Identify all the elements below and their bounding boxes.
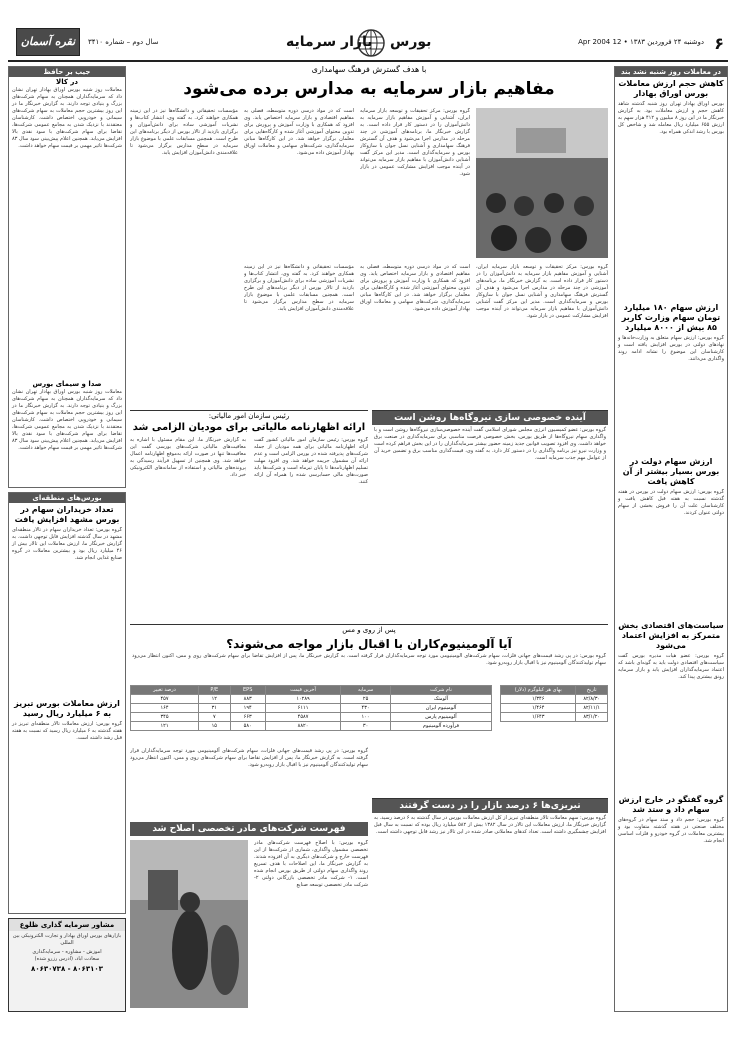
left-box-2-body: گروه بورس: تعداد خریداران سهام در تالار منطقه‌ای مشهد در سال گذشته افزایش قابل توجهی داشت. به گزارش خبرنگار ما، ارزش معاملات این تالار بیش از ۴۶ میلیارد ریال بود و بیشترین معاملات در گروه صنایع غذایی انجام شد. [12, 527, 122, 561]
ad-title: مشاور سرمایه گذاری ظلوع [9, 919, 125, 931]
parent-companies-body: گروه بورس: با اصلاح فهرست شرکت‌های مادر تخصصی مشمول واگذاری، شماری از شرکت‌ها از این فهرست خارج و شرکت‌های دیگری به آن افزوده شدند. به گزارش خبرنگار ما، این اصلاحات با هدف تسریع روند واگذاری سهام دولتی از طریق بورس انجام شده است. ۱- شرکت مادر تخصصی بازرگانی دولتی ۲- شرکت مادر تخصصی توسعه صنایع [254, 840, 368, 888]
right-body-2: گروه بورس: ارزش سهام متعلق به وزارت‌خانه‌ها و نهادهای دولتی در بورس افزایش یافته است و کارشناسان این موضوع را نشانه ادامه روند واگذاری می‌دانند. [618, 335, 724, 362]
table-cell: ۱۶۴ [131, 704, 199, 713]
date-line: دوشنبه ۲۴ فروردین ۱۳۸۳ • 12 Apr 2004 [578, 38, 704, 46]
table-cell: ۱۵ [199, 722, 231, 731]
right-headline-2: ارزش سهام ۱۸۰ میلیارد تومان سهام وزارت کاربر ۸۵ بیش از ۸۰۰۰ میلیارد [621, 303, 721, 332]
advertisement [8, 918, 126, 1012]
section-title: بورس [390, 34, 432, 50]
left-box-2-title: بورس‌های منطقه‌ای [9, 493, 125, 503]
table-cell: ۸۸۳ [230, 695, 265, 704]
table-row [501, 704, 608, 713]
table-cell: ۱۲ [199, 695, 231, 704]
main-story-body-f: مؤسسات تحقیقاتی و دانشگاه‌ها نیز در این زمینه همکاری خواهند کرد. به گفته وی، انتشار کتاب‌ها و نشریات آموزشی ساده برای دانش‌آموزان و برگزاری بازدید از تالار بورس از دیگر برنامه‌های این طرح است. همچنین مسابقات علمی با موضوع بازار سرمایه در سطح مدارس برگزار می‌شود تا علاقه‌مندی دانش‌آموزان افزایش یابد. [244, 264, 354, 312]
right-headline-1: کاهش حجم ارزش معاملات بورس اوراق بهادار [618, 79, 724, 98]
tabriz-story [372, 798, 608, 1011]
table-cell: ۱/۶۴۳ [501, 713, 576, 722]
table-header: EPS [230, 686, 265, 695]
main-story-body-b: است که در مواد درسی دوره متوسطه، فصلی به مفاهیم اقتصادی و بازار سرمایه اختصاص یابد. وی افزود که همکاری با وزارت آموزش و پرورش برای تدوین محتوای آموزشی آغاز شده و کارگاه‌هایی برای معلمان برگزار خواهد شد. در این کارگاه‌ها مبانی سرمایه‌گذاری، شرکت‌های سهامی و معاملات اوراق بهادار آموزش داده می‌شود. [244, 108, 354, 156]
table-cell: ۱۲۱ [131, 722, 199, 731]
table-header: نام شرکت [390, 686, 491, 695]
parent-companies-headline: فهرست شرکت‌های مادر تخصصی اصلاح شد [130, 822, 368, 836]
table-cell: آلومتک [390, 695, 491, 704]
power-story [372, 410, 608, 623]
right-headline-4: سیاست‌های اقتصادی بخش متمرکز به افزایش اعتماد می‌شود [618, 621, 724, 650]
table-header: تاریخ [576, 686, 608, 695]
main-story-body-c: مؤسسات تحقیقاتی و دانشگاه‌ها نیز در این زمینه همکاری خواهند کرد. به گفته وی، انتشار کتاب‌ها و نشریات آموزشی ساده برای دانش‌آموزان و برگزاری بازدید از تالار بورس از دیگر برنامه‌های این طرح است. همچنین مسابقات علمی با موضوع بازار سرمایه در سطح مدارس برگزار می‌شود تا علاقه‌مندی دانش‌آموزان افزایش یابد. [130, 108, 238, 156]
table-cell: ۴۳۰ [341, 704, 391, 713]
right-body-5: گروه بورس: حجم داد و ستد سهام در گروه‌های مختلف صنعتی در هفته گذشته متفاوت بود و بیشترین معاملات در گروه خودرو و فلزات اساسی انجام شد. [618, 817, 724, 844]
right-headline-5: گروه گفتگو در خارج ارزش سهام داد و ستد شد [618, 795, 724, 814]
tax-story [130, 410, 368, 623]
newspaper-logo [16, 28, 80, 56]
table-cell: ۷ [199, 713, 231, 722]
table-row [131, 713, 492, 722]
table-header: سرمایه [341, 686, 391, 695]
table-header: بهای هر کیلوگرم (دلار) [501, 686, 576, 695]
right-column-intro: در معاملات روز شنبه نشد بند [615, 67, 727, 77]
table-cell: ۸۲/۱۱/۱ [576, 704, 608, 713]
table-cell: ۴۵۷ [131, 695, 199, 704]
table-cell: ۱۰۲۸۹ [265, 695, 340, 704]
tax-story-body-b: به گزارش خبرنگار ما، این مقام مسئول با اشاره به معافیت‌های مالیاتی شرکت‌های بورسی گفت این معافیت‌ها تنها در صورت ارائه به‌موقع اظهارنامه اعمال خواهد شد. وی همچنین از تسهیل فرآیند رسیدگی به پرونده‌های مالیاتی و استفاده از سامانه‌های الکترونیکی خبر داد. [130, 437, 246, 478]
right-body-4: گروه بورس: عضو هیات مدیره بورس گفت سیاست‌های اقتصادی دولت باید به گونه‌ای باشد که اعتماد سرمایه‌گذاران افزایش یابد و بازار سرمایه رونق بیشتری پیدا کند. [618, 653, 724, 680]
table-row [131, 704, 492, 713]
main-story [130, 64, 608, 410]
logo-text: نقره آسمان [20, 35, 76, 48]
tabriz-story-headline: تبریزی‌ها ۶ درصد بازار را در دست گرفتند [372, 799, 608, 813]
table-row [501, 695, 608, 704]
left-box-2 [8, 492, 126, 914]
table-cell: ۳۱ [199, 704, 231, 713]
tabriz-story-body: گروه بورس: سهم معاملات تالار منطقه‌ای تبریز از کل ارزش معاملات بورس در سال گذشته به ۶ درصد رسید. به گزارش خبرنگار ما، ارزش معاملات این تالار در سال ۱۳۸۲ بیش از ۵۸۲ میلیارد ریال بوده که نسبت به سال قبل افزایش چشمگیری داشته است. تعداد کدهای معاملاتی صادر شده در این تالار نیز رشد قابل توجهی داشته است. [374, 815, 606, 835]
aluminum-story-body: گروه بورس: در پی رشد قیمت‌های جهانی فلزات، سهام شرکت‌های آلومینیومی مورد توجه سرمایه‌گذاران قرار گرفته است. به گزارش خبرنگار ما، پس از افزایش تقاضا برای سهام شرکت‌های روی و مس، اکنون انتظار می‌رود سهام تولیدکنندگان آلومینیوم نیز با اقبال بازار روبه‌رو شود. [132, 653, 606, 666]
ad-line-3: سعادت آباد، (آدرس رزرو شده) [34, 956, 100, 962]
table-row [131, 695, 492, 704]
table-cell: ۱/۴۶۴ [501, 704, 576, 713]
aluminum-story-continued: گروه بورس: در پی رشد قیمت‌های جهانی فلزات، سهام شرکت‌های آلومینیومی مورد توجه سرمایه‌گذاران قرار گرفته است. به گزارش خبرنگار ما، پس از افزایش تقاضا برای سهام شرکت‌های روی و مس، اکنون انتظار می‌رود سهام تولیدکنندگان آلومینیوم نیز با اقبال بازار روبه‌رو شود. [130, 748, 368, 768]
table-row [501, 713, 608, 722]
table-cell: فرآورده آلومینیوم [390, 722, 491, 731]
left-box-1-subtitle: در کالا [56, 78, 78, 86]
left-box-1 [8, 66, 126, 488]
right-body-3: گروه بورس: ارزش سهام دولت در بورس در هفته گذشته نسبت به هفته قبل کاهش یافت و کارشناسان علت آن را فروش بخشی از سهام دولتی عنوان کردند. [618, 489, 724, 516]
tax-story-headline: ارائه اظهارنامه مالیاتی برای مودیان الزامی شد [132, 422, 366, 433]
power-story-body: گروه بورس: عضو کمیسیون انرژی مجلس شورای اسلامی گفت آینده خصوصی‌سازی نیروگاه‌ها روشن است و با واگذاری سهام نیروگاه‌ها از طریق بورس، بخش خصوصی فرصت مناسبی برای سرمایه‌گذاری در صنعت برق خواهد داشت. وی افزود تصویب قوانین جدید زمینه حضور بیشتر سرمایه‌گذاران را در این بخش فراهم کرده است و وزارت نیرو نیز برنامه واگذاری را در دستور کار دارد. به گفته وی، قیمت‌گذاری مناسب برق و تضمین خرید آن از عوامل مهم جذب سرمایه است. [374, 427, 606, 461]
table-cell: ۸۸۲۰ [265, 722, 340, 731]
power-story-headline: آینده خصوصی سازی نیروگاه‌ها روشن است [372, 411, 608, 425]
right-headline-3: ارزش سهام دولت در بورس بسیار بیشتر از آن کاهش یافت [622, 457, 720, 486]
right-body-1: بورس اوراق بهادار تهران روز شنبه گذشته شاهد کاهش حجم و ارزش معاملات بود. به گزارش خبرنگار ما در این روز ۸ میلیون و ۴۱۲ هزار سهم به ارزش ۶۵۵ میلیارد ریال معامله شد و شاخص کل بورس با رشد اندکی همراه بود. [618, 101, 724, 135]
classroom-photo [476, 108, 608, 258]
table-header: P/E [199, 686, 231, 695]
main-story-kicker: با هدف گسترش فرهنگ سهامداری [311, 65, 427, 74]
left-box-1-headline: صدا و سیمای بورس [32, 380, 102, 388]
table-cell: ۱۹۴ [230, 704, 265, 713]
issue-line: سال دوم – شماره ۳۴۱۰ [88, 38, 159, 46]
table-cell: ۳۴۵ [131, 713, 199, 722]
aluminum-story [130, 624, 608, 743]
left-box-1-title: جیب بر حافظ [9, 67, 125, 77]
left-box-2-body-2: گروه بورس: ارزش معاملات تالار منطقه‌ای تبریز در هفته گذشته به ۶ میلیارد ریال رسید که نسبت به هفته قبل رشد داشته است. [12, 721, 122, 741]
table-cell: ۶۶۳ [230, 713, 265, 722]
left-box-2-headline-2: ارزش معاملات بورس تبریز به ۶ میلیارد ریال رسید [14, 699, 120, 718]
table-cell: آلومینیوم ایران [390, 704, 491, 713]
page-header [8, 28, 728, 62]
aluminum-companies-table [130, 685, 492, 731]
table-header: آخرین قیمت [265, 686, 340, 695]
table-row [131, 722, 492, 731]
table-cell: ۴۵۸۷ [265, 713, 340, 722]
table-cell: ۲۵ [341, 695, 391, 704]
trading-floor-photo [130, 840, 248, 1008]
table-header: درصد تغییر [131, 686, 199, 695]
aluminum-story-kicker: پس از روی و مس [342, 626, 396, 634]
table-cell: ۸۳/۱/۲۰ [576, 713, 608, 722]
right-column [614, 66, 728, 1012]
main-story-body-d: گروه بورس: مرکز تحقیقات و توسعه بازار سرمایه ایران، آشنایی و آموزش مفاهیم بازار سرمایه به دانش‌آموزان را در دستور کار قرار داده است. به گزارش خبرنگار ما، برنامه‌های آموزشی در چند مرحله در مدارس اجرا می‌شود و هدف آن گسترش فرهنگ سهامداری و آشنایی نسل جوان با سازوکار بورس و سرمایه‌گذاری است. مدیر این مرکز گفت آشنایی دانش‌آموزان با مفاهیم بازار سرمایه می‌تواند در آینده موجب افزایش مشارکت عمومی در بازار شود. [476, 264, 608, 319]
table-cell: ۵۸۰ [230, 722, 265, 731]
section-subtitle: بازار سرمایه [286, 34, 373, 50]
table-cell: ۸۲/۸/۳۰ [576, 695, 608, 704]
ad-line-2: آموزش - مشاوره - سرمایه‌گذاری [32, 949, 102, 955]
table-cell: ۶۱۱۱ [265, 704, 340, 713]
ad-line-1: بازارهای بورس اوراق بهادار و تجارت الکترونیکی بین المللی [12, 933, 122, 946]
ad-phone: ۸۰۶۳۱۰۳ - ۸۰۶۳۰۷۳۸ [31, 965, 103, 973]
table-cell: آلومینیوم پارس [390, 713, 491, 722]
page-number: ۶ [714, 34, 724, 53]
left-box-1-body: معاملات روز شنبه بورس اوراق بهادار تهران نشان داد که سرمایه‌گذاران همچنان به سهام شرکت‌های بزرگ و بنیادی توجه دارند. به گزارش خبرنگار ما در این روز بیشترین حجم معاملات به سهام شرکت‌های سیمانی و خودرویی اختصاص داشت. کارشناسان معتقدند با نزدیک شدن به مجامع عمومی شرکت‌ها، تقاضا برای سهام شرکت‌های با سود نقدی بالا افزایش می‌یابد. همچنین اعلام پیش‌بینی سود سال ۸۳ شرکت‌ها تاثیر مهمی بر قیمت سهام خواهد داشت. [12, 87, 122, 149]
left-box-2-headline: تعداد خریداران سهام در بورس مشهد افزایش یافت [14, 505, 120, 524]
main-story-headline: مفاهیم بازار سرمایه به مدارس برده می‌شود [183, 79, 555, 99]
tax-story-kicker: رئیس سازمان امور مالیاتی: [208, 412, 290, 420]
aluminum-price-table [500, 685, 608, 722]
parent-companies-story [130, 822, 368, 1010]
main-story-body-e: است که در مواد درسی دوره متوسطه، فصلی به مفاهیم اقتصادی و بازار سرمایه اختصاص یابد. وی افزود که همکاری با وزارت آموزش و پرورش برای تدوین محتوای آموزشی آغاز شده و کارگاه‌هایی برای معلمان برگزار خواهد شد. در این کارگاه‌ها مبانی سرمایه‌گذاری، شرکت‌های سهامی و معاملات اوراق بهادار آموزش داده می‌شود. [360, 264, 470, 312]
tax-story-body-a: گروه بورس: رئیس سازمان امور مالیاتی کشور گفت ارائه اظهارنامه مالیاتی برای همه مودیان از جمله شرکت‌های پذیرفته شده در بورس الزامی است و عدم ارائه آن مشمول جریمه خواهد شد. وی افزود مهلت تسلیم اظهارنامه‌ها تا پایان تیرماه است و شرکت‌ها باید صورت‌های مالی حسابرسی شده را همراه آن ارائه کنند. [254, 437, 368, 485]
main-story-body-a: گروه بورس: مرکز تحقیقات و توسعه بازار سرمایه ایران، آشنایی و آموزش مفاهیم بازار سرمایه به دانش‌آموزان را در دستور کار قرار داده است. به گزارش خبرنگار ما، برنامه‌های آموزشی در چند مرحله در مدارس اجرا می‌شود و هدف آن گسترش فرهنگ سهامداری و آشنایی نسل جوان با سازوکار بورس و سرمایه‌گذاری است. مدیر این مرکز گفت آشنایی دانش‌آموزان با مفاهیم بازار سرمایه می‌تواند در آینده موجب افزایش مشارکت عمومی در بازار شود. [360, 108, 470, 177]
table-cell: ۱۰۰ [341, 713, 391, 722]
left-box-1-body-2: معاملات روز شنبه بورس اوراق بهادار تهران نشان داد که سرمایه‌گذاران همچنان به سهام شرکت‌های بزرگ و بنیادی توجه دارند. به گزارش خبرنگار ما در این روز بیشترین حجم معاملات به سهام شرکت‌های سیمانی و خودرویی اختصاص داشت. کارشناسان معتقدند با نزدیک شدن به مجامع عمومی شرکت‌ها، تقاضا برای سهام شرکت‌های با سود نقدی بالا افزایش می‌یابد. همچنین اعلام پیش‌بینی سود سال ۸۳ شرکت‌ها تاثیر مهمی بر قیمت سهام خواهد داشت. [12, 389, 122, 451]
table-cell: ۳۰ [341, 722, 391, 731]
aluminum-story-headline: آیا آلومینیوم‌کاران با اقبال بازار مواجه می‌شوند؟ [226, 637, 512, 651]
table-cell: ۱/۳۴۶ [501, 695, 576, 704]
